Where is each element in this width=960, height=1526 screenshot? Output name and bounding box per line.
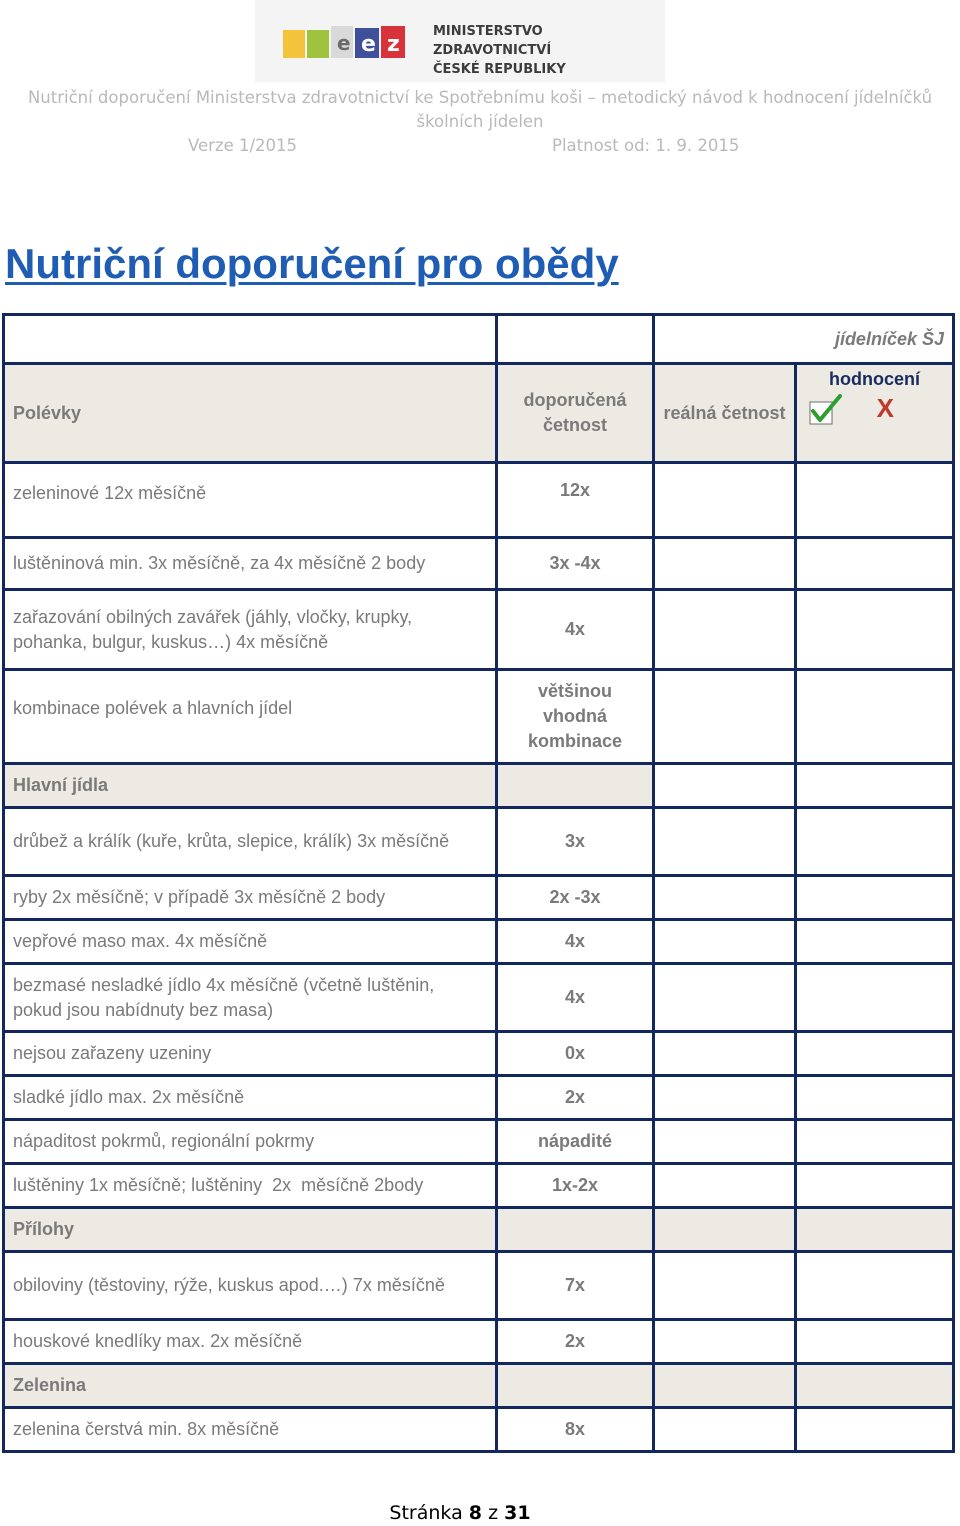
section-cell [796, 1208, 954, 1252]
row-value: 0x [497, 1032, 654, 1076]
row-label: sladké jídlo max. 2x měsíčně [4, 1076, 497, 1120]
row-hodnoceni-cell [796, 920, 954, 964]
row-label: vepřové maso max. 4x měsíčně [4, 920, 497, 964]
page-footer [0, 1500, 920, 1526]
row-hodnoceni-cell [796, 1164, 954, 1208]
row-realna-cell [654, 876, 796, 920]
logo-line-1: MINISTERSTVO ZDRAVOTNICTVÍ [433, 24, 552, 58]
column-header-hodnoceni [796, 364, 954, 463]
svg-text:e: e [337, 31, 351, 55]
row-hodnoceni-cell [796, 1320, 954, 1364]
row-value: 4x [497, 964, 654, 1032]
row-label: obiloviny (těstoviny, rýže, kuskus apod.…) 7x měsíčně [4, 1252, 497, 1320]
row-hodnoceni-cell [796, 808, 954, 876]
row-label: zařazování obilných zavářek (jáhly, vločky, krupky, pohanka, bulgur, kuskus…) 4x měsíčně [4, 590, 497, 670]
row-realna-cell [654, 463, 796, 538]
row-hodnoceni-cell [796, 1252, 954, 1320]
column-header-doporucena: doporučená četnost [497, 364, 654, 463]
table-row [4, 920, 954, 964]
table-row [4, 1032, 954, 1076]
hodnoceni-label: hodnocení [829, 369, 920, 389]
table-top-row [4, 315, 954, 364]
table-row [4, 1120, 954, 1164]
svg-text:e: e [361, 32, 376, 57]
row-realna-cell [654, 1408, 796, 1452]
jidelnicek-label: jídelníček ŠJ [654, 315, 954, 364]
table-row [4, 1408, 954, 1452]
ministry-logo [255, 0, 665, 82]
row-realna-cell [654, 1120, 796, 1164]
svg-text:z: z [387, 32, 400, 57]
section-zelenina: Zelenina [4, 1364, 497, 1408]
section-cell [654, 1208, 796, 1252]
row-hodnoceni-cell [796, 1120, 954, 1164]
row-value: 2x [497, 1076, 654, 1120]
column-header-polevky: Polévky [4, 364, 497, 463]
row-realna-cell [654, 1032, 796, 1076]
footer-separator: z [488, 1502, 499, 1524]
row-value: 4x [497, 920, 654, 964]
section-row [4, 764, 954, 808]
nutrition-table [2, 313, 955, 1453]
row-label: nejsou zařazeny uzeniny [4, 1032, 497, 1076]
row-value: 2x [497, 1320, 654, 1364]
row-value: 1x-2x [497, 1164, 654, 1208]
row-label: zeleninové 12x měsíčně [4, 463, 497, 538]
section-cell [654, 1364, 796, 1408]
row-label: drůbež a králík (kuře, krůta, slepice, králík) 3x měsíčně [4, 808, 497, 876]
empty-cell [4, 315, 497, 364]
row-label: zelenina čerstvá min. 8x měsíčně [4, 1408, 497, 1452]
row-value: 3x -4x [497, 538, 654, 590]
row-label: luštěniny 1x měsíčně; luštěniny 2x měsíčně 2body [4, 1164, 497, 1208]
doc-header-line-2: školních jídelen [416, 112, 544, 131]
section-hlavni-jidla: Hlavní jídla [4, 764, 497, 808]
row-label: ryby 2x měsíčně; v případě 3x měsíčně 2 body [4, 876, 497, 920]
row-value: 4x [497, 590, 654, 670]
row-value: většinou vhodná kombinace [497, 670, 654, 764]
section-row [4, 1364, 954, 1408]
row-realna-cell [654, 670, 796, 764]
column-header-realna: reálná četnost [654, 364, 796, 463]
row-hodnoceni-cell [796, 876, 954, 920]
row-hodnoceni-cell [796, 1076, 954, 1120]
row-value: 2x -3x [497, 876, 654, 920]
row-label: luštěninová min. 3x měsíčně, za 4x měsíčně 2 body [4, 538, 497, 590]
table-row [4, 1076, 954, 1120]
section-cell [497, 1208, 654, 1252]
row-hodnoceni-cell [796, 463, 954, 538]
logo-line-2: ČESKÉ REPUBLIKY [433, 62, 566, 77]
table-row [4, 1164, 954, 1208]
row-label: bezmasé nesladké jídlo 4x měsíčně (včetně luštěnin, pokud jsou nabídnuty bez masa) [4, 964, 497, 1032]
row-value: 3x [497, 808, 654, 876]
logo-text [433, 22, 665, 79]
cross-mark: X [876, 393, 894, 423]
row-hodnoceni-cell [796, 964, 954, 1032]
section-prilohy: Přílohy [4, 1208, 497, 1252]
row-realna-cell [654, 1164, 796, 1208]
rating-marks [805, 392, 944, 432]
row-value: 8x [497, 1408, 654, 1452]
table-row [4, 463, 954, 538]
row-realna-cell [654, 920, 796, 964]
row-realna-cell [654, 590, 796, 670]
row-realna-cell [654, 1252, 796, 1320]
footer-total-pages: 31 [504, 1502, 531, 1524]
table-row [4, 1320, 954, 1364]
row-label: houskové knedlíky max. 2x měsíčně [4, 1320, 497, 1364]
table-row [4, 964, 954, 1032]
row-hodnoceni-cell [796, 670, 954, 764]
footer-prefix: Stránka [389, 1502, 463, 1524]
table-row [4, 538, 954, 590]
row-value: 12x [497, 463, 654, 538]
row-realna-cell [654, 808, 796, 876]
row-label: nápaditost pokrmů, regionální pokrmy [4, 1120, 497, 1164]
row-realna-cell [654, 538, 796, 590]
table-row [4, 876, 954, 920]
row-value: 7x [497, 1252, 654, 1320]
row-hodnoceni-cell [796, 1408, 954, 1452]
row-hodnoceni-cell [796, 590, 954, 670]
section-cell [654, 764, 796, 808]
row-label: kombinace polévek a hlavních jídel [4, 670, 497, 764]
row-realna-cell [654, 1076, 796, 1120]
table-row [4, 670, 954, 764]
section-cell [796, 1364, 954, 1408]
table-header-row [4, 364, 954, 463]
empty-cell [497, 315, 654, 364]
row-value: nápadité [497, 1120, 654, 1164]
doc-validity: Platnost od: 1. 9. 2015 [552, 136, 740, 155]
row-hodnoceni-cell [796, 1032, 954, 1076]
row-realna-cell [654, 964, 796, 1032]
table-row [4, 808, 954, 876]
section-cell [796, 764, 954, 808]
row-hodnoceni-cell [796, 538, 954, 590]
section-cell [497, 764, 654, 808]
section-row [4, 1208, 954, 1252]
footer-page-number: 8 [468, 1502, 483, 1524]
logo-graphic-icon [283, 24, 423, 64]
table-row [4, 590, 954, 670]
page-title: Nutriční doporučení pro obědy [5, 240, 619, 287]
doc-header-line-1: Nutriční doporučení Ministerstva zdravotnictví ke Spotřebnímu koši – metodický návod k hodnocení jídelníčků [27, 88, 933, 107]
table-row [4, 1252, 954, 1320]
doc-version: Verze 1/2015 [188, 136, 298, 155]
checkmark-icon [809, 394, 843, 426]
row-realna-cell [654, 1320, 796, 1364]
section-cell [497, 1364, 654, 1408]
